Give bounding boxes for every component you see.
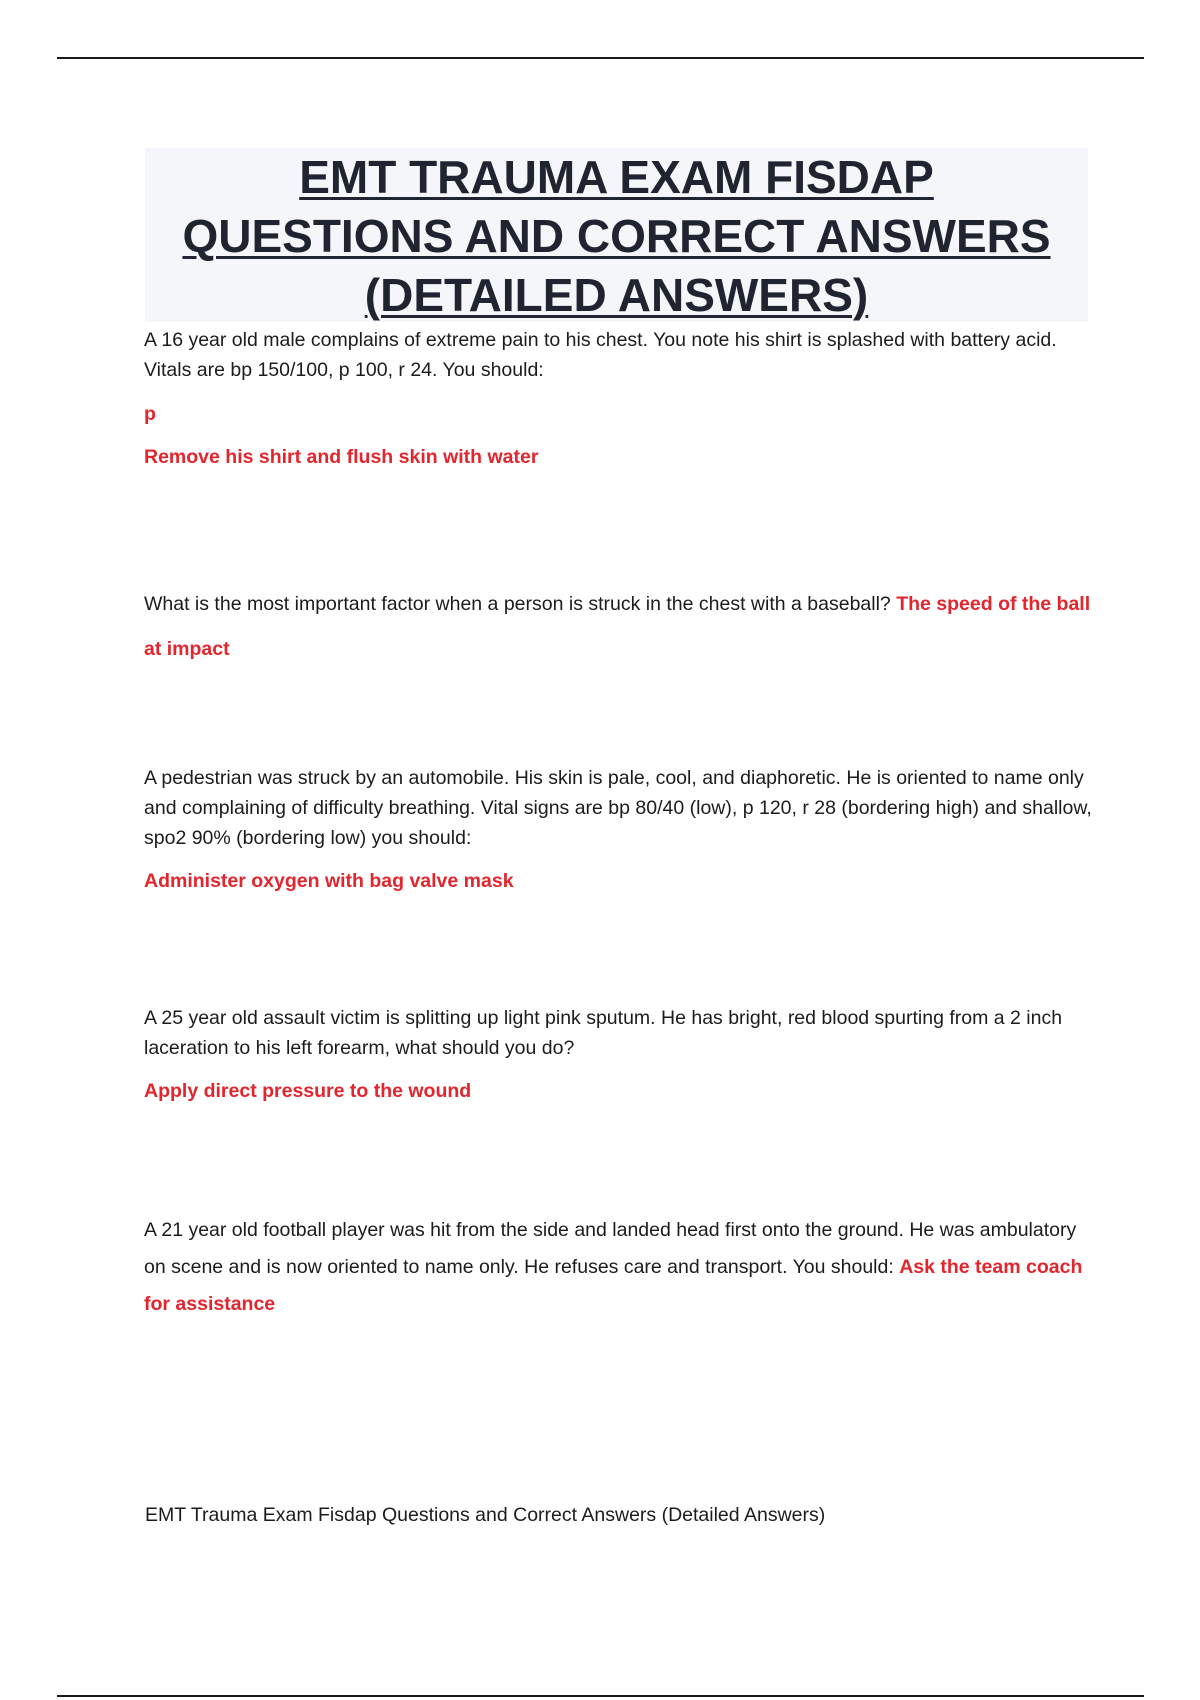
title-line-3: (DETAILED ANSWERS) bbox=[364, 269, 869, 321]
answer-text: The speed of the ball at impact bbox=[144, 593, 1091, 660]
qa-item-3 bbox=[144, 763, 1094, 896]
qa-item-4 bbox=[144, 1003, 1094, 1106]
answer-text: Ask the team coach for assistance bbox=[144, 1256, 1083, 1315]
qa-item-2 bbox=[144, 582, 1094, 672]
question-with-answer bbox=[144, 582, 1094, 672]
answer-text: Remove his shirt and flush skin with water bbox=[144, 446, 539, 468]
document-title bbox=[145, 148, 1088, 325]
question-text: What is the most important factor when a person is struck in the chest with a baseball? bbox=[144, 593, 891, 615]
answer-text: Administer oxygen with bag valve mask bbox=[144, 870, 514, 892]
question-text: A 21 year old football player was hit from the side and landed head first onto the ground. He was ambulatory on scene and is now oriented to name only. He refuses care and transport. You should: bbox=[144, 1219, 1077, 1278]
title-line-2: QUESTIONS AND CORRECT ANSWERS bbox=[182, 210, 1051, 262]
qa-item-5 bbox=[144, 1212, 1094, 1323]
question-text: A 25 year old assault victim is splitting up light pink sputum. He has bright, red blood spurting from a 2 inch laceration to his left forearm, what should you do? bbox=[144, 1007, 1063, 1059]
question-text: A 16 year old male complains of extreme pain to his chest. You note his shirt is splashed with battery acid. Vitals are bp 150/100, p 100, r 24. You should: bbox=[144, 329, 1057, 381]
answer-text: Apply direct pressure to the wound bbox=[144, 1080, 472, 1102]
top-rule bbox=[57, 57, 1144, 59]
bottom-rule bbox=[57, 1695, 1144, 1697]
page-footer: EMT Trauma Exam Fisdap Questions and Correct Answers (Detailed Answers) bbox=[145, 1504, 826, 1526]
qa-item-1 bbox=[144, 325, 1094, 472]
answer-marker: p bbox=[144, 403, 156, 425]
title-line-1: EMT TRAUMA EXAM FISDAP bbox=[299, 151, 934, 203]
question-text: A pedestrian was struck by an automobile. His skin is pale, cool, and diaphoretic. He is oriented to name only and complaining of difficulty breathing. Vital signs are bp 80/40 (low), p 120, r 28 (bordering high) and shallow, spo2 90% (bordering low) you should: bbox=[144, 767, 1092, 849]
question-with-answer bbox=[144, 1212, 1094, 1323]
